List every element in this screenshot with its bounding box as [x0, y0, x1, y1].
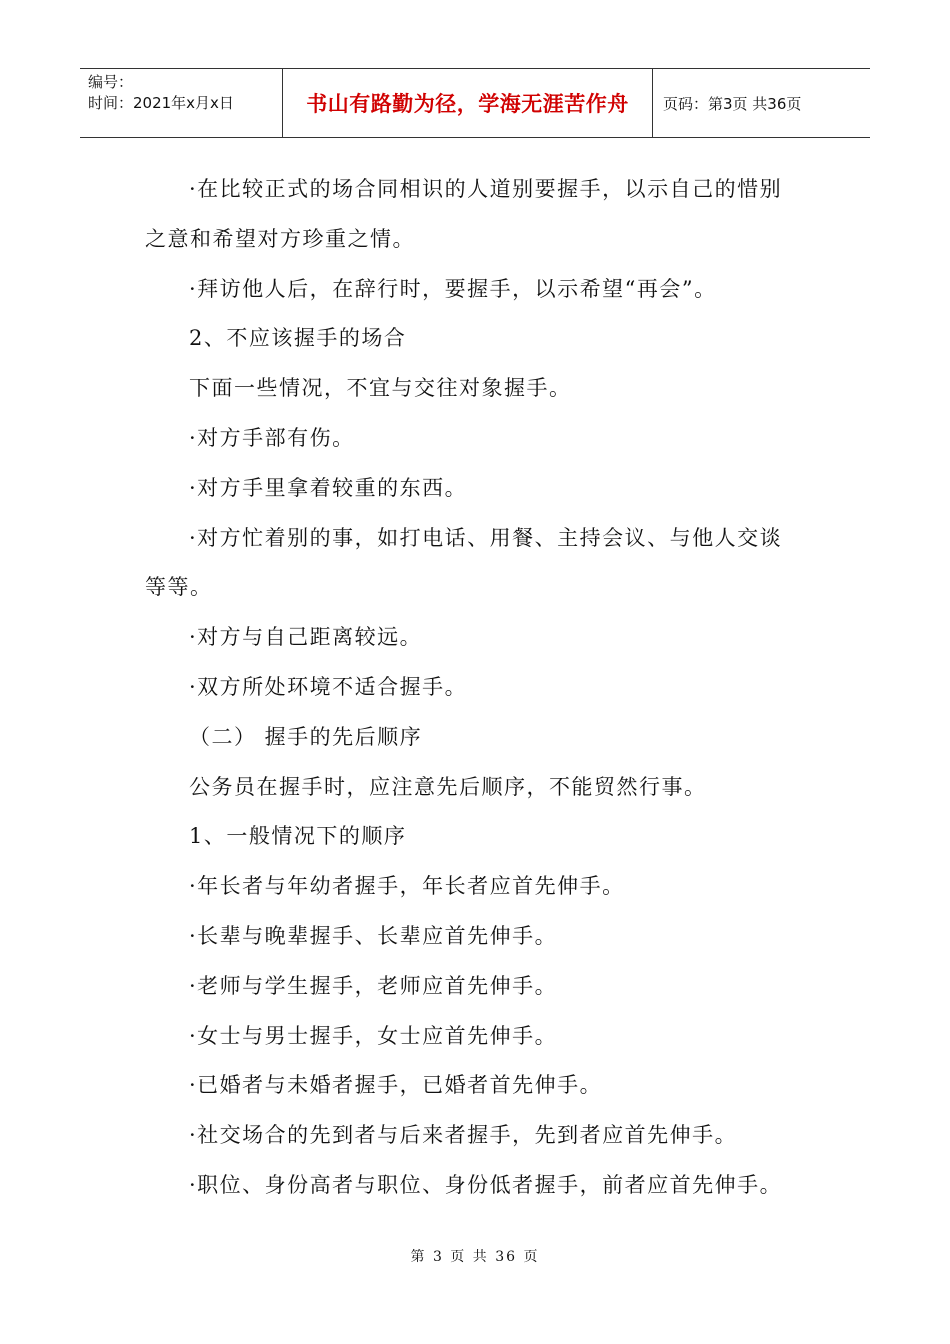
body-paragraph: ·拜访他人后，在辞行时，要握手，以示希望“再会”。 — [189, 276, 717, 301]
body-paragraph: 1、一般情况下的顺序 — [189, 824, 407, 849]
body-paragraph: ·对方手部有伤。 — [189, 425, 355, 450]
body-paragraph: ·在比较正式的场合同相识的人道别要握手，以示自己的惜别 — [189, 177, 783, 201]
body-paragraph: 之意和希望对方珍重之情。 — [145, 226, 415, 251]
body-paragraph: ·年长者与年幼者握手，年长者应首先伸手。 — [189, 874, 625, 899]
document-body — [145, 165, 810, 1211]
document-date: 时间：2021年x月x日 — [88, 94, 234, 112]
body-paragraph: ·对方与自己距离较远。 — [189, 625, 423, 650]
body-paragraph: 等等。 — [145, 575, 213, 600]
document-number-label: 编号： — [88, 73, 134, 91]
body-paragraph: ·社交场合的先到者与后来者握手，先到者应首先伸手。 — [189, 1123, 738, 1148]
body-paragraph: ·老师与学生握手，老师应首先伸手。 — [189, 973, 558, 998]
header-motto: 书山有路勤为径，学海无涯苦作舟 — [283, 69, 653, 137]
body-paragraph: ·职位、身份高者与职位、身份低者握手，前者应首先伸手。 — [189, 1172, 783, 1197]
body-paragraph: （二） 握手的先后顺序 — [189, 724, 423, 749]
body-paragraph: ·已婚者与未婚者握手，已婚者首先伸手。 — [189, 1073, 603, 1098]
body-paragraph: 公务员在握手时，应注意先后顺序，不能贸然行事。 — [189, 774, 707, 799]
body-paragraph: 2、不应该握手的场合 — [189, 326, 407, 351]
body-paragraph: ·对方忙着别的事，如打电话、用餐、主持会议、与他人交谈 — [189, 525, 783, 550]
body-paragraph: ·双方所处环境不适合握手。 — [189, 674, 468, 699]
page-footer: 第 3 页 共 36 页 — [410, 1249, 540, 1265]
body-paragraph: 下面一些情况，不宜与交往对象握手。 — [189, 376, 572, 401]
body-paragraph: ·对方手里拿着较重的东西。 — [189, 475, 468, 500]
header-meta — [80, 69, 283, 137]
body-paragraph: ·长辈与晚辈握手、长辈应首先伸手。 — [189, 923, 558, 948]
body-paragraph: ·女士与男士握手，女士应首先伸手。 — [189, 1023, 558, 1048]
page-header — [80, 68, 870, 138]
header-page-info: 页码：第3页 共36页 — [663, 94, 802, 113]
